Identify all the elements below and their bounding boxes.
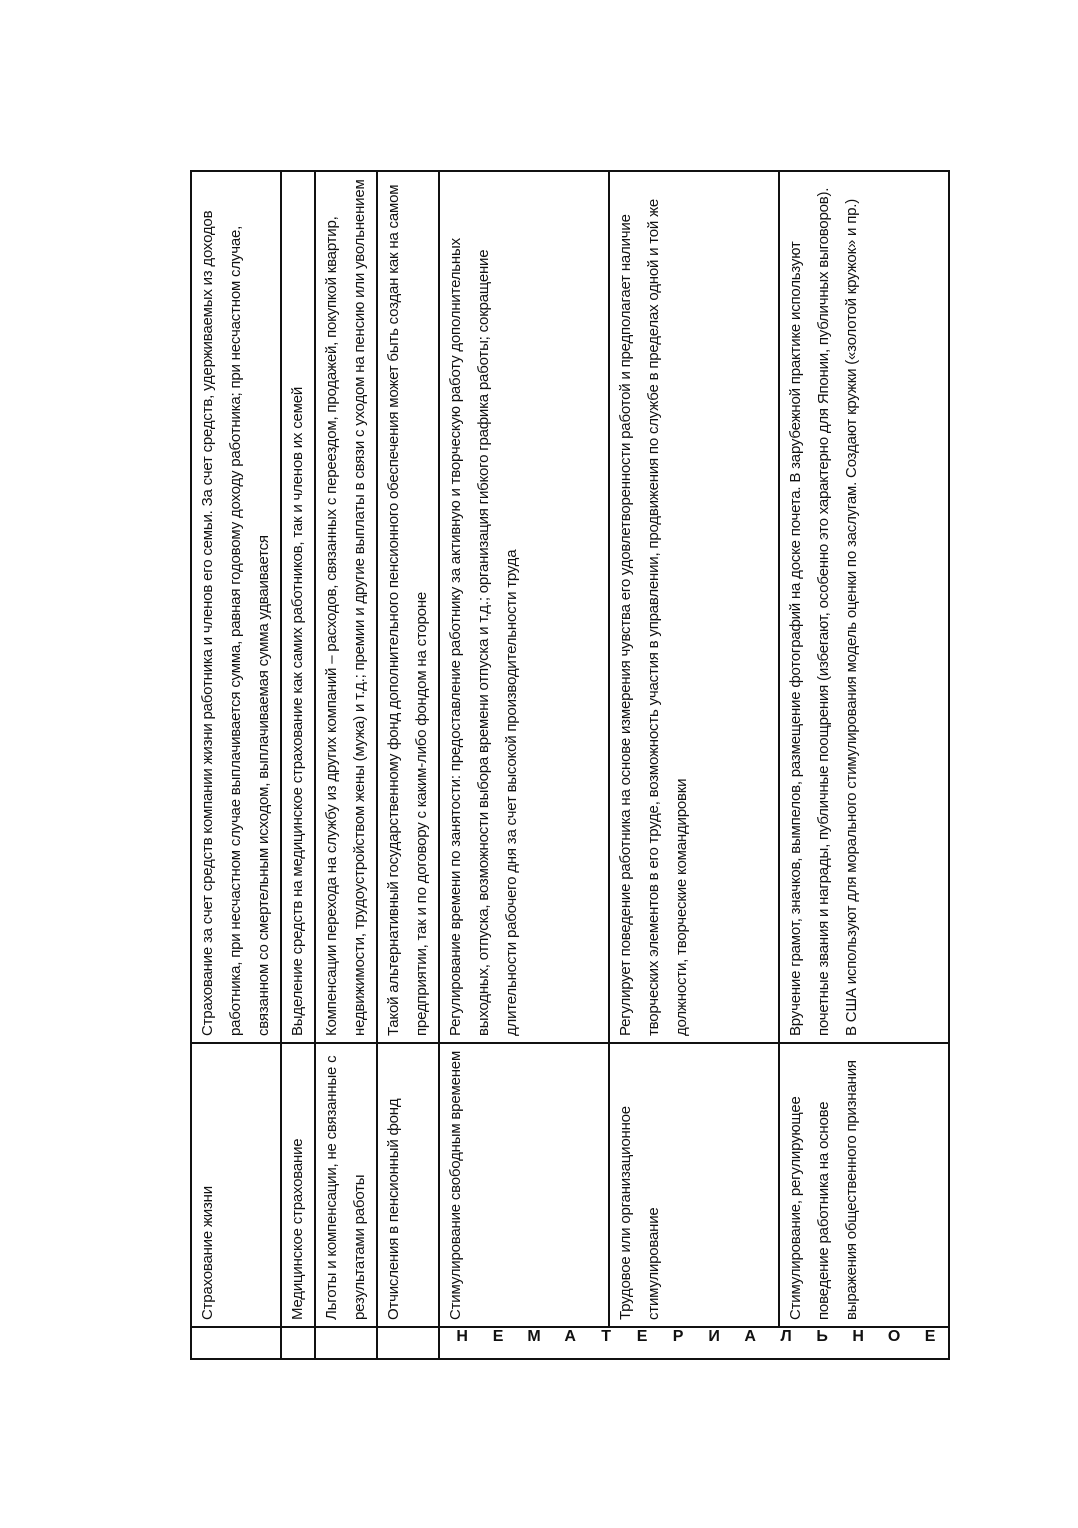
row-name: Льготы и компенсации, не связанные с результатами работы [315,1043,377,1327]
group-cell-empty [281,1327,315,1359]
group-label-letter: Е [492,1328,504,1345]
row-description: Такой альтернативный государственному фонд дополнительного пенсионного обеспечения может быть создан как на самом предприятии, так и по договору с каким-либо фондом на стороне [377,171,439,1043]
group-cell-empty [191,1327,281,1359]
row-description: Вручение грамот, значков, вымпелов, размещение фотографий на доске почета. В зарубежной практике используют почетные звания и награды, публичные поощрения (избегают, особенно это характерно для Японии, публичных выговоров). В США используют для морального стимулирования модель оценки по заслугам. Создают кружки («золотой кружок» и пр.) [779,171,949,1043]
group-label-letter: Е [636,1328,648,1345]
table-row [281,171,315,1359]
row-description: Регулирует поведение работника на основе измерения чувства его удовлетворенности работой и предполагает наличие творческих элементов в его труде, возможность участия в управлении, продвижения по службе в пределах одной и той же должности, творческие командировки [609,171,779,1043]
group-label-letter: Ь [816,1328,828,1345]
row-description: Регулирование времени по занятости: предоставление работнику за активную и творческую работу дополнительных выходных, отпуска, возможности выбора времени отпуска и т.д.; организация гибкого графика работы; сокращение длительности рабочего дня за счет высокой производительности труда [439,171,609,1043]
group-label-letter: Л [780,1328,792,1345]
row-description: Страхование за счет средств компании жизни работника и членов его семьи. За счет средств, удерживаемых из доходов работника, при несчастном случае выплачивается сумма, равная годовому доходу работника; при несчастном случае, связанном со смертельным исходом, выплачиваемая сумма удваивается [191,171,281,1043]
group-label-letter: Н [456,1328,468,1345]
table-row [315,171,377,1359]
group-label-letters [444,1328,948,1355]
row-name: Стимулирование, регулирующее поведение работника на основе выражения общественного признания [779,1043,949,1327]
group-label-letter: М [527,1328,541,1345]
group-label-letter: Р [672,1328,684,1345]
row-name: Стимулирование свободным временем [439,1043,609,1327]
row-name: Отчисления в пенсионный фонд [377,1043,439,1327]
group-label-letter: А [564,1328,576,1345]
table-row [439,171,609,1359]
rotated-table-sheet [190,170,936,1360]
row-description: Компенсации перехода на службу из других компаний – расходов, связанных с переездом, продажей, покупкой квартир, недвижимости, трудоустройством жены (мужа) и т.д.; премии и другие выплаты в связи с уходом на пенсию или увольнением [315,171,377,1043]
table-row [377,171,439,1359]
table-row [609,171,779,1359]
row-name: Страхование жизни [191,1043,281,1327]
group-label-letter: Н [852,1328,864,1345]
group-label-letter: Е [924,1328,936,1345]
group-label-letter: Т [601,1328,611,1345]
incentives-table [190,170,950,1360]
row-name: Трудовое или организационное стимулирование [609,1043,779,1327]
group-cell-empty [377,1327,439,1359]
table-row [191,171,281,1359]
group-label-letter: О [887,1328,901,1345]
row-description: Выделение средств на медицинское страхование как самих работников, так и членов их семей [281,171,315,1043]
row-name: Медицинское страхование [281,1043,315,1327]
table-row [779,171,949,1359]
group-label-cell [439,1327,949,1359]
group-cell-empty [315,1327,377,1359]
group-label-letter: А [744,1328,756,1345]
group-label-letter: И [708,1328,720,1345]
